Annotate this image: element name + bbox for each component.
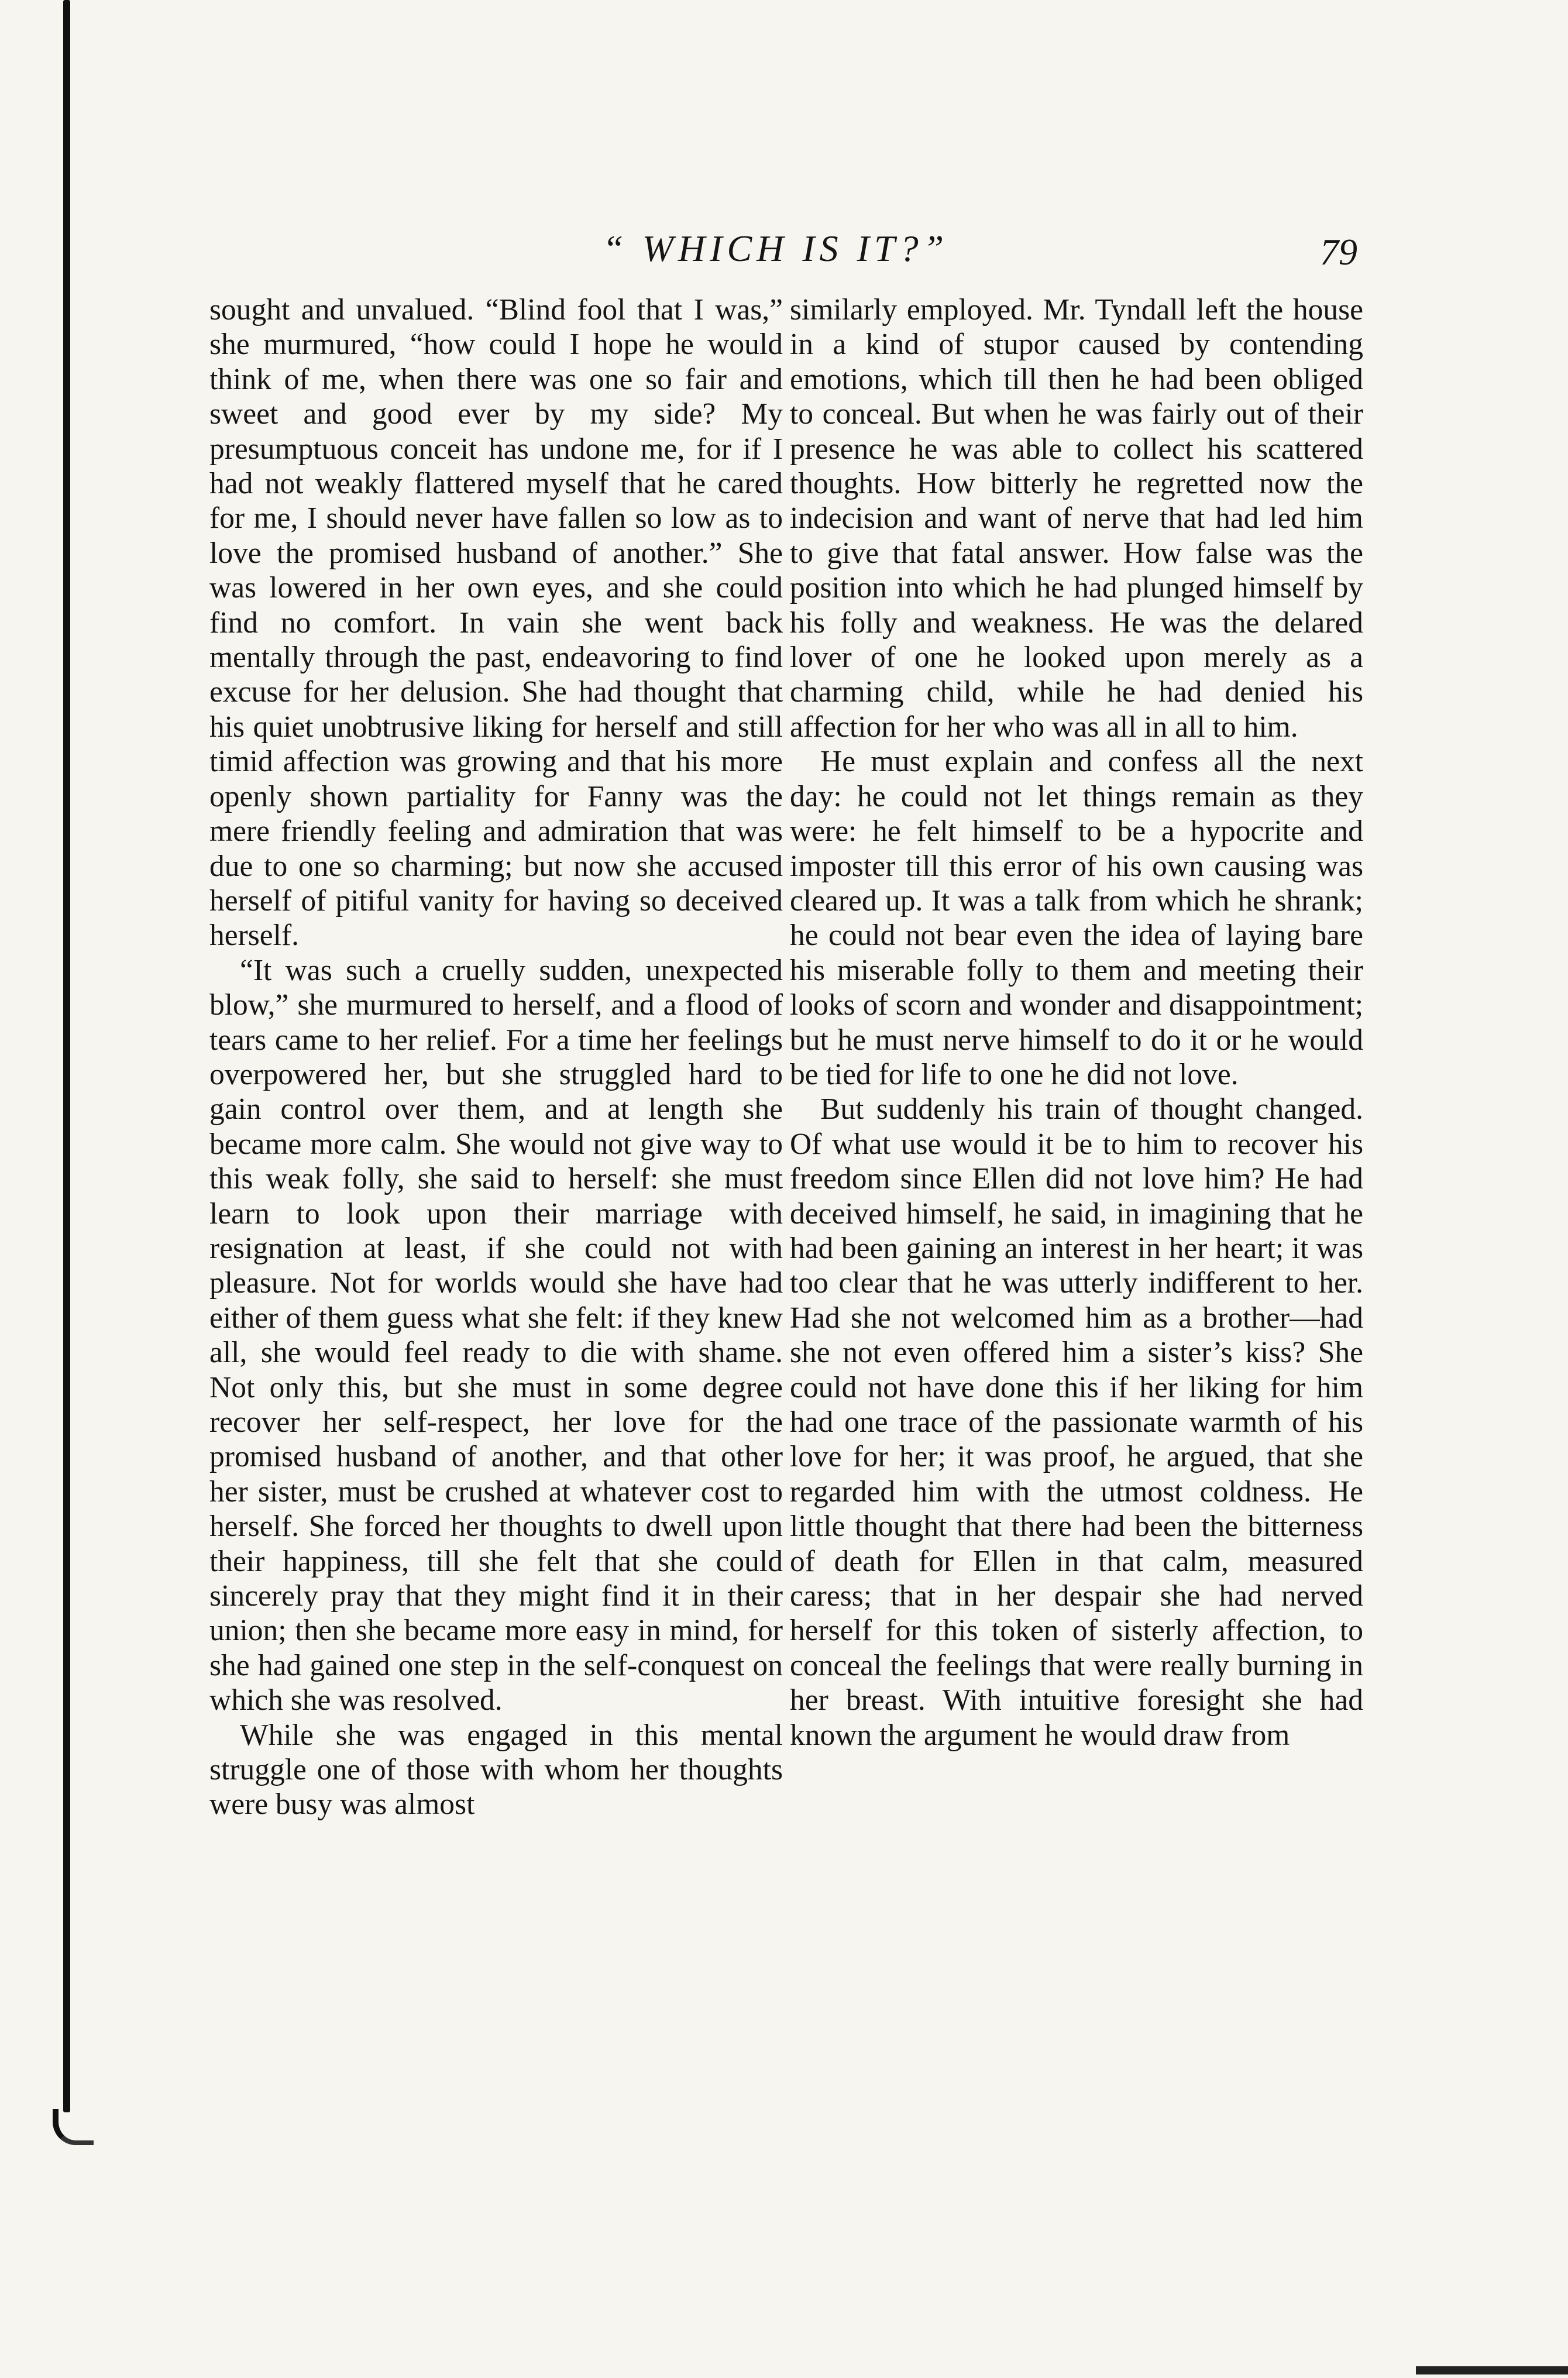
paragraph: sought and unvalued. “Blind fool that I was,” she murmured, “how could I hope he would think of me, when there was one so fair and sweet and good ever by my side? My presumptuous conceit has undone me, for if I had not weakly flattered myself that he cared for me, I should never have fallen so low as to love the promised husband of another.” She was lowered in her own eyes, and she could find no comfort. In vain she went back mentally through the past, endeavoring to find excuse for her delusion. She had thought that his quiet unobtrusive liking for herself and still timid affection was growing and that his more openly shown partiality for Fanny was the mere friendly feeling and admiration that was due to one so charming; but now she accused herself of pitiful vanity for having so deceived herself. xyxy=(209,293,783,953)
paragraph: But suddenly his train of thought changed. Of what use would it be to him to recover his freedom since Ellen did not love him? He had deceived himself, he said, in imagining that he had been gaining an interest in her heart; it was too clear that he was utterly indifferent to her. Had she not welcomed him as a brother—had she not even offered him a sister’s kiss? She could not have done this if her liking for him had one trace of the passionate warmth of his love for her; it was proof, he argued, that she regarded him with the utmost coldness. He little thought that there had been the bitterness of death for Ellen in that calm, measured caress; that in her despair she had nerved herself for this token of sisterly affection, to conceal the feelings that were really burning in her breast. With intuitive foresight she had known the argument he would draw from xyxy=(790,1092,1363,1752)
page-number: 79 xyxy=(1320,231,1357,273)
left-column xyxy=(209,293,783,2188)
paragraph: While she was engaged in this mental struggle one of those with whom her thoughts were busy was almost xyxy=(209,1718,783,1822)
binding-mark xyxy=(53,2109,94,2145)
scan-edge-mark xyxy=(1416,2366,1568,2374)
binding-edge xyxy=(63,0,70,2112)
page-header xyxy=(0,227,1568,280)
running-title: “ WHICH IS IT?” xyxy=(603,228,949,269)
paragraph: similarly employed. Mr. Tyndall left the house in a kind of stupor caused by contending emotions, which till then he had been obliged to conceal. But when he was fairly out of their presence he was able to collect his scattered thoughts. How bitterly he regretted now the indecision and want of nerve that had led him to give that fatal answer. How false was the position into which he had plunged himself by his folly and weakness. He was the delared lover of one he looked upon merely as a charming child, while he had denied his affection for her who was all in all to him. xyxy=(790,293,1363,744)
paragraph: He must explain and confess all the next day: he could not let things remain as they were: he felt himself to be a hypocrite and imposter till this error of his own causing was cleared up. It was a talk from which he shrank; he could not bear even the idea of laying bare his miserable folly to them and meeting their looks of scorn and wonder and disappointment; but he must nerve himself to do it or he would be tied for life to one he did not love. xyxy=(790,745,1363,1091)
right-column xyxy=(790,293,1363,2188)
paragraph: “It was such a cruelly sudden, unexpected blow,” she murmured to herself, and a flood of tears came to her relief. For a time her feelings overpowered her, but she struggled hard to gain control over them, and at length she became more calm. She would not give way to this weak folly, she said to herself: she must learn to look upon their marriage with resignation at least, if she could not with pleasure. Not for worlds would she have had either of them guess what she felt: if they knew all, she would feel ready to die with shame. Not only this, but she must in some degree recover her self-respect, her love for the promised husband of another, and that other her sister, must be crushed at whatever cost to herself. She forced her thoughts to dwell upon their happiness, till she felt that she could sincerely pray that they might find it in their union; then she became more easy in mind, for she had gained one step in the self-conquest on which she was resolved. xyxy=(209,953,783,1717)
